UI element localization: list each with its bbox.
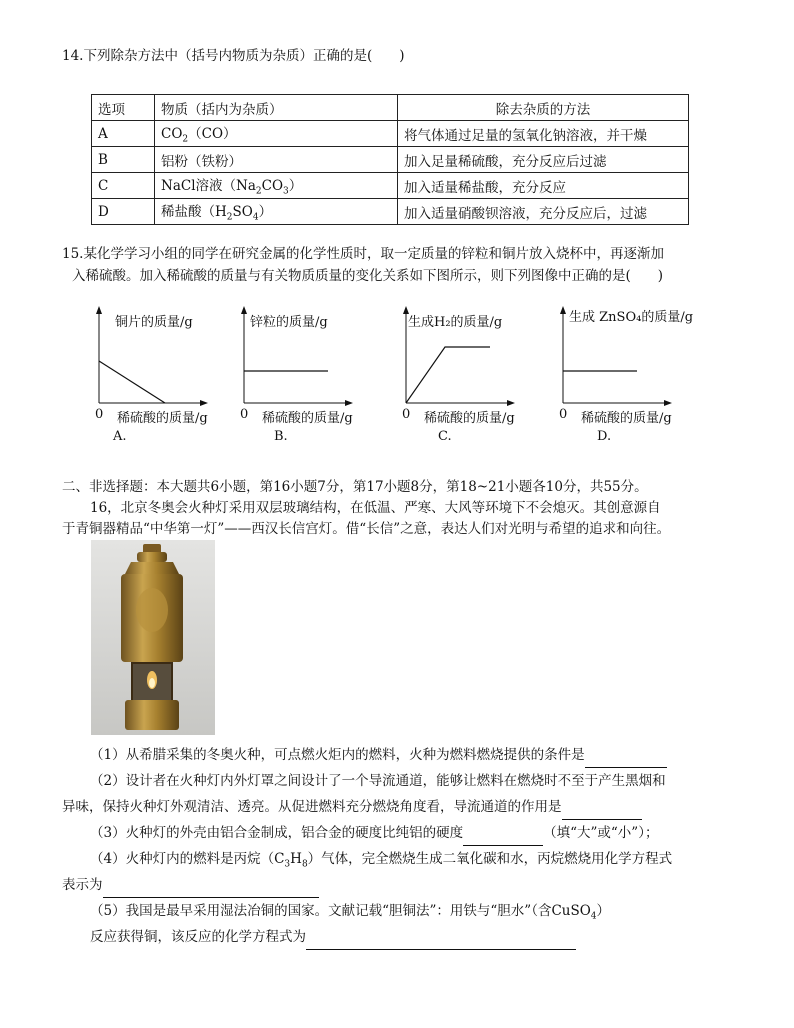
q16-sub5-line2 — [90, 924, 576, 950]
option-label: D — [92, 199, 155, 225]
q16-sub2-line1: （2）设计者在火种灯内外灯罩之间设计了一个导流通道，能够让燃料在燃烧时不至于产生黑烟和 — [90, 773, 666, 789]
q14-table — [91, 94, 689, 225]
graph-xlabel: 稀硫酸的质量/g — [581, 411, 672, 426]
section2-heading: 二、非选择题：本大题共6小题，第16小题7分，第17小题8分，第18~21小题各10分，共55分。 — [62, 479, 648, 495]
graph-origin: 0 — [240, 407, 249, 422]
q16-sub2-line2 — [62, 794, 642, 820]
method-cell: 将气体通过足量的氢氧化钠溶液，并干燥 — [398, 121, 689, 147]
graph-origin: 0 — [402, 407, 411, 422]
q16-sub4-line2 — [62, 872, 319, 898]
table-row — [92, 121, 689, 147]
table-row — [92, 147, 689, 173]
curve-line — [406, 347, 490, 403]
graph-origin: 0 — [559, 407, 568, 422]
header-option: 选项 — [92, 95, 155, 121]
graph-d — [557, 303, 717, 453]
q16-line2: 于青铜器精品“中华第一灯”——西汉长信宫灯。借“长信”之意，表达人们对光明与希望的追求和向往。 — [62, 521, 671, 537]
method-cell: 加入足量稀硫酸，充分反应后过滤 — [398, 147, 689, 173]
curve-line — [99, 361, 165, 403]
sub1-text: （1）从希腊采集的冬奥火种，可点燃火炬内的燃料，火种为燃料燃烧提供的条件是 — [90, 747, 585, 763]
option-label: A — [92, 121, 155, 147]
header-substance: 物质（括内为杂质） — [155, 95, 398, 121]
graph-letter: B. — [274, 429, 288, 444]
graph-origin: 0 — [95, 407, 104, 422]
answer-blank[interactable] — [562, 805, 642, 820]
q16-sub3 — [90, 820, 658, 846]
method-cell: 加入适量硝酸钡溶液，充分反应后，过滤 — [398, 199, 689, 225]
graph-ylabel: 铜片的质量/g — [115, 315, 193, 330]
table-row — [92, 173, 689, 199]
answer-blank[interactable] — [585, 753, 667, 768]
answer-blank[interactable] — [306, 935, 576, 950]
graph-letter: C. — [438, 429, 452, 444]
olympic-flame-lamp-image — [91, 540, 215, 735]
substance-cell: $CO_2(CO)$ — [155, 121, 398, 147]
option-label: C — [92, 173, 155, 199]
q15-stem-line2: 入稀硫酸。加入稀硫酸的质量与有关物质质量的变化关系如下图所示，则下列图像中正确的是( ) — [72, 268, 664, 284]
graph-letter: D. — [597, 429, 612, 444]
sub4-text-b: ）气体，完全燃烧生成二氧化碳和水，丙烷燃烧用化学方程式 — [307, 851, 673, 867]
q14-stem: 14.下列除杂方法中（括号内物质为杂质）正确的是( ) — [62, 48, 405, 64]
graph-xlabel: 稀硫酸的质量/g — [424, 411, 515, 426]
sub5-text: （5）我国是最早采用湿法冶铜的国家。文献记载“胆铜法”：用铁与“胆水”（含CuSO — [90, 903, 591, 919]
table-header-row — [92, 95, 689, 121]
table-row — [92, 199, 689, 225]
answer-blank[interactable] — [463, 831, 543, 846]
graph-b — [238, 303, 398, 453]
graph-ylabel: 生成H₂的质量/g — [408, 315, 503, 330]
sub5-line2-text: 反应获得铜，该反应的化学方程式为 — [90, 929, 306, 945]
sub2-text: 异味，保持火种灯外观清洁、透亮。从促进燃料充分燃烧角度看，导流通道的作用是 — [62, 799, 562, 815]
option-label: B — [92, 147, 155, 173]
sub4-line2-text: 表示为 — [62, 877, 103, 893]
propane-formula: $_3H_8$ — [284, 851, 308, 870]
graph-xlabel: 稀硫酸的质量/g — [117, 411, 208, 426]
header-method: 除去杂质的方法 — [398, 95, 689, 121]
graph-letter: A. — [113, 429, 127, 444]
sub3-text: （3）火种灯的外壳由铝合金制成，铝合金的硬度比纯铝的硬度 — [90, 825, 464, 841]
q15-stem-line1: 15.某化学学习小组的同学在研究金属的化学性质时，取一定质量的锌粒和铜片放入烧杯中，再逐渐加 — [62, 246, 664, 262]
answer-blank[interactable] — [103, 883, 319, 898]
q16-line1: 16，北京冬奥会火种灯采用双层玻璃结构，在低温、严寒、大风等环境下不会熄灭。其创意源自 — [90, 500, 661, 516]
graph-c — [400, 303, 560, 453]
sub4-text: （4）火种灯内的燃料是丙烷（C — [90, 851, 285, 867]
substance-cell: 稀盐酸$(H_2SO_4)$ — [155, 199, 398, 225]
graph-xlabel: 稀硫酸的质量/g — [262, 411, 353, 426]
q16-sub1 — [90, 742, 667, 768]
substance-cell: NaCl溶液$(Na_2CO_3)$ — [155, 173, 398, 199]
cuso4-subscript: $_4$） — [590, 903, 611, 922]
graph-a — [93, 303, 253, 453]
graph-ylabel: 锌粒的质量/g — [250, 315, 328, 330]
graph-ylabel: 生成 ZnSO₄的质量/g — [569, 310, 694, 325]
method-cell: 加入适量稀盐酸，充分反应 — [398, 173, 689, 199]
substance-cell: 铝粉（铁粉） — [155, 147, 398, 173]
sub3-hint: （填“大”或“小”）； — [543, 825, 659, 841]
graph-d-plot — [557, 303, 717, 453]
